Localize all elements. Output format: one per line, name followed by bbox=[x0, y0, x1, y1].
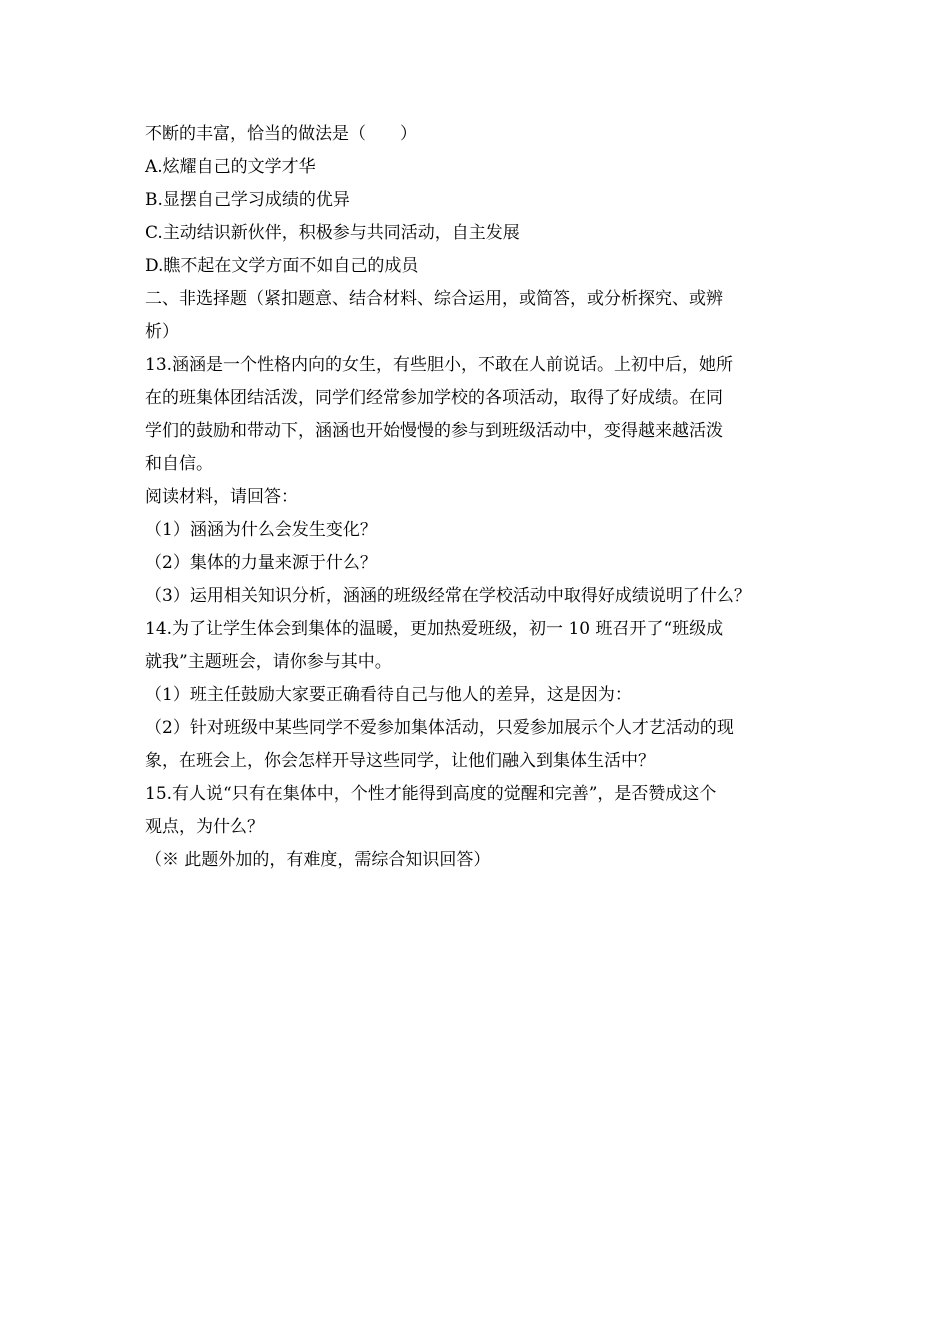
question-13-sub-1: （1）涵涵为什么会发生变化？ bbox=[145, 520, 377, 540]
section-2-heading bbox=[145, 283, 825, 349]
question-15-stem-line: 观点，为什么？ bbox=[145, 817, 264, 837]
question-13-material-line: 在的班集体团结活泼，同学们经常参加学校的各项活动，取得了好成绩。在同 bbox=[145, 388, 723, 408]
section-heading-line: 二、非选择题（紧扣题意、结合材料、综合运用，或简答，或分析探究、或辨 bbox=[145, 289, 723, 309]
question-15-note: （※ 此题外加的，有难度，需综合知识回答） bbox=[145, 850, 491, 870]
question-13-prompt: 阅读材料，请回答： bbox=[145, 487, 298, 507]
section-heading-line: 析） bbox=[145, 322, 179, 342]
option-c: C.主动结识新伙伴，积极参与共同活动，自主发展 bbox=[145, 223, 520, 243]
question-12 bbox=[145, 118, 825, 283]
question-12-stem: 不断的丰富，恰当的做法是（ ） bbox=[145, 124, 417, 144]
document-body bbox=[145, 118, 825, 877]
question-13-sub-3: （3）运用相关知识分析，涵涵的班级经常在学校活动中取得好成绩说明了什么？ bbox=[145, 586, 751, 606]
question-13-material-line: 和自信。 bbox=[145, 454, 213, 474]
question-13-material-line: 13.涵涵是一个性格内向的女生，有些胆小，不敢在人前说话。上初中后，她所 bbox=[145, 355, 734, 375]
question-15-stem-line: 15.有人说“只有在集体中，个性才能得到高度的觉醒和完善”，是否赞成这个 bbox=[145, 784, 717, 804]
question-14-stem-line: 就我”主题班会，请你参与其中。 bbox=[145, 652, 392, 672]
question-15 bbox=[145, 778, 825, 877]
question-13-material-line: 学们的鼓励和带动下，涵涵也开始慢慢的参与到班级活动中，变得越来越活泼 bbox=[145, 421, 723, 441]
question-14-stem-line: 14.为了让学生体会到集体的温暖，更加热爱班级，初一 10 班召开了“班级成 bbox=[145, 619, 724, 639]
question-13-sub-2: （2）集体的力量来源于什么？ bbox=[145, 553, 377, 573]
question-14-sub-1: （1）班主任鼓励大家要正确看待自己与他人的差异，这是因为： bbox=[145, 685, 632, 705]
question-14 bbox=[145, 613, 825, 778]
option-d: D.瞧不起在文学方面不如自己的成员 bbox=[145, 256, 419, 276]
option-a: A.炫耀自己的文学才华 bbox=[145, 157, 316, 177]
question-14-sub-2-line: （2）针对班级中某些同学不爱参加集体活动，只爱参加展示个人才艺活动的现 bbox=[145, 718, 734, 738]
question-14-sub-2-line: 象，在班会上，你会怎样开导这些同学，让他们融入到集体生活中？ bbox=[145, 751, 655, 771]
question-13 bbox=[145, 349, 825, 613]
option-b: B.显摆自己学习成绩的优异 bbox=[145, 190, 350, 210]
